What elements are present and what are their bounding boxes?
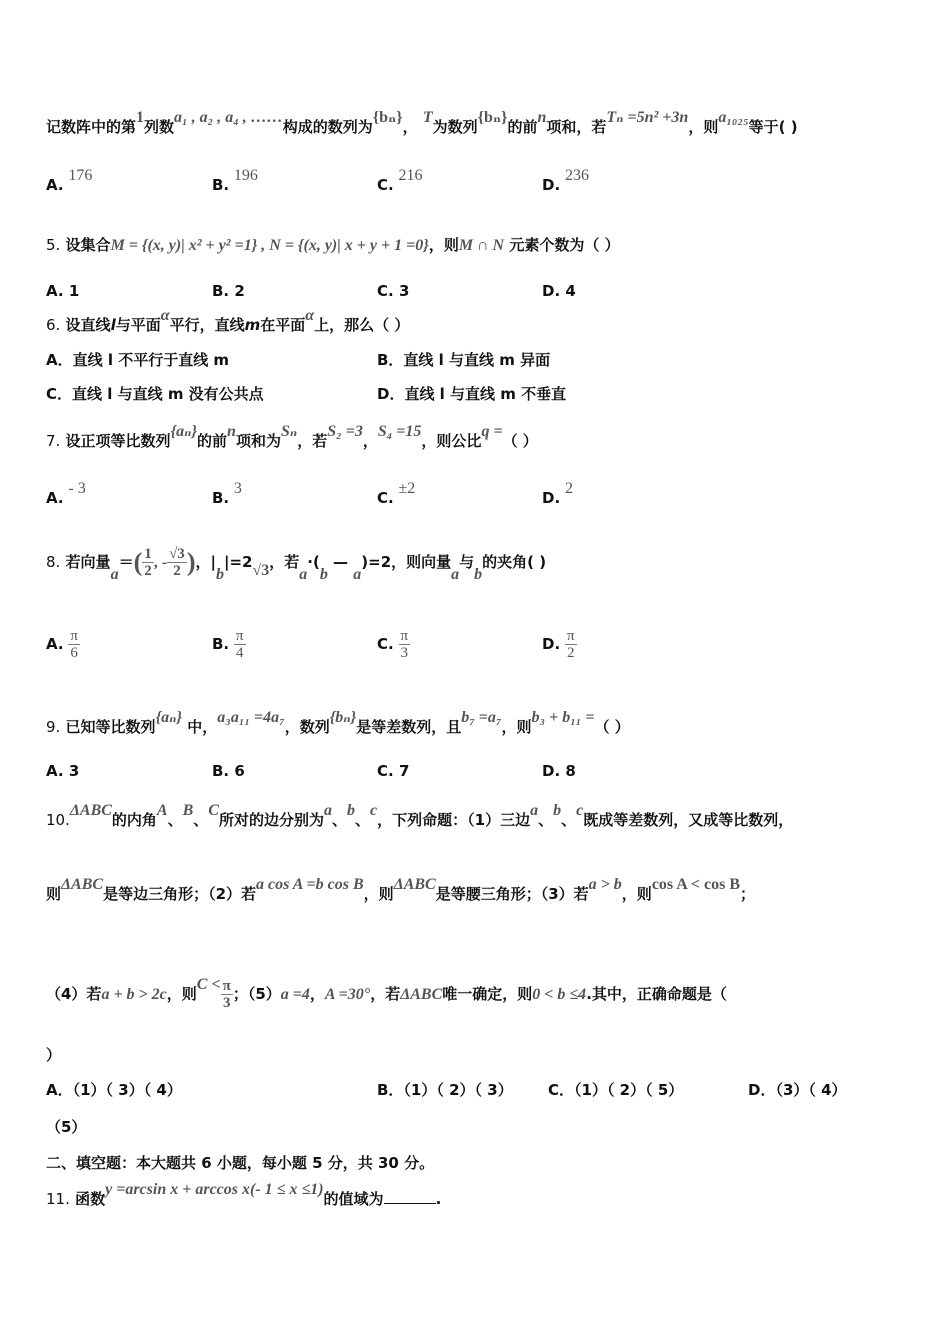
q7-stem — [46, 423, 538, 451]
q9-option-label: B. — [212, 762, 230, 780]
q7-math: S₄ =15 — [377, 423, 422, 440]
q7-math: q = — [481, 423, 503, 440]
q6-option-a[interactable]: A．直线 l 不平行于直线 m — [46, 351, 230, 369]
q5-option-b[interactable] — [212, 282, 245, 300]
q8-frac-den: 4 — [235, 645, 244, 661]
q4-math: n — [537, 109, 547, 126]
q6-text: 设直线 — [65, 316, 111, 334]
q4-option-b[interactable] — [212, 167, 258, 195]
q6-number: 6. — [46, 316, 61, 334]
q10-line-1 — [46, 802, 794, 830]
q10-math: a + b > 2c — [101, 986, 167, 1003]
q7-option-a[interactable] — [46, 480, 86, 508]
q9-option-c[interactable] — [377, 762, 409, 780]
q10-text: .其中，正确命题是（ — [586, 985, 727, 1003]
q8-paren: ( — [133, 547, 143, 577]
q8-text: 与 — [459, 553, 475, 571]
q4-text: 记数阵中的第 — [46, 118, 137, 136]
q7-text: ，则公比 — [421, 432, 482, 450]
q8-text: ＝ — [118, 553, 134, 571]
q4-option-c[interactable] — [377, 167, 423, 195]
q10-line-2 — [46, 876, 756, 904]
q10-math: A — [156, 802, 168, 819]
q4-text: 项和，若 — [546, 118, 607, 136]
q10-math: C — [208, 802, 219, 819]
q8-math: a — [110, 566, 119, 583]
q10-text: ，则 — [621, 885, 652, 903]
q5-option-value: 3 — [398, 282, 410, 300]
q5-option-label: B. — [212, 282, 230, 300]
q5-number: 5. — [46, 236, 61, 254]
q8-text: |=2 — [223, 553, 253, 571]
q9-option-label: A. — [46, 762, 64, 780]
q8-option-fraction — [234, 628, 246, 661]
q4-math: {bₙ} — [372, 109, 403, 126]
q11-text: . — [435, 1190, 442, 1208]
q10-text: 、 — [167, 811, 183, 829]
q4-text: ，则 — [688, 118, 719, 136]
q7-option-c[interactable] — [377, 480, 416, 508]
q10-math: b — [347, 802, 355, 819]
q10-line-4: ） — [46, 1046, 62, 1064]
q7-option-label: B. — [212, 489, 230, 507]
q11-answer-blank[interactable] — [384, 1189, 436, 1204]
q5-stem — [46, 234, 620, 255]
q4-text: 的前 — [507, 118, 538, 136]
q9-option-b[interactable] — [212, 762, 245, 780]
q6-option-b[interactable]: B．直线 l 与直线 m 异面 — [377, 351, 551, 369]
q8-fraction — [142, 546, 154, 579]
q8-option-label: B. — [212, 635, 230, 653]
q8-option-label: C. — [377, 635, 394, 653]
q8-math: b — [474, 566, 483, 583]
q10-math: A =30° — [324, 986, 371, 1003]
q10-text: ，若 — [370, 985, 401, 1003]
q7-math: {aₙ} — [170, 423, 198, 440]
q4-option-value: 176 — [68, 167, 93, 184]
q5-text: 设集合 — [65, 236, 111, 254]
q10-math: ΔABC — [393, 876, 436, 893]
q9-option-value: 6 — [234, 762, 245, 780]
q7-option-label: D. — [542, 489, 561, 507]
q8-option-fraction — [565, 628, 577, 661]
q4-option-d[interactable] — [542, 167, 589, 195]
q7-option-label: A. — [46, 489, 64, 507]
q7-option-label: C. — [377, 489, 394, 507]
q10-math: c — [370, 802, 378, 819]
q9-option-a[interactable] — [46, 762, 79, 780]
q8-math: a — [353, 566, 362, 583]
q10-math: a — [323, 802, 332, 819]
q9-math: {bₙ} — [329, 709, 357, 726]
q8-text: ，| — [195, 553, 216, 571]
q9-option-d[interactable] — [542, 762, 576, 780]
q4-math: a₁ , a₂ , a₄ , …… — [174, 109, 283, 126]
q10-line-3 — [46, 978, 727, 1011]
q5-option-d[interactable] — [542, 282, 576, 300]
q8-text: ，若 — [269, 553, 300, 571]
q8-text: 若向量 — [65, 553, 111, 571]
q6-text: 平行，直线 — [169, 316, 245, 334]
q8-frac-num: π — [566, 628, 575, 644]
q10-text: ， — [309, 985, 325, 1003]
q7-text: （ ） — [502, 432, 538, 450]
q8-option-fraction — [68, 628, 80, 661]
q11-text: 的值域为 — [323, 1190, 384, 1208]
q10-frac-num: π — [222, 978, 231, 994]
q6-text: 上，那么（ ） — [314, 316, 410, 334]
q9-stem — [46, 709, 630, 737]
q10-math: a > b — [588, 876, 622, 893]
q8-frac-den: 3 — [400, 645, 409, 661]
q10-text: 的内角 — [111, 811, 157, 829]
q10-math: c — [576, 802, 584, 819]
q8-option-label: A. — [46, 635, 64, 653]
q5-option-value: 4 — [565, 282, 576, 300]
q10-math: a =4 — [280, 986, 310, 1003]
q7-option-d[interactable] — [542, 480, 573, 508]
q10-fraction — [221, 978, 233, 1011]
q10-text: ； — [740, 885, 756, 903]
q5-option-c[interactable] — [377, 282, 409, 300]
q8-option-fraction — [399, 628, 411, 661]
q8-text: 的夹角( ) — [482, 553, 547, 571]
q10-math: ΔABC — [61, 876, 104, 893]
q6-option-d[interactable]: D．直线 l 与直线 m 不垂直 — [377, 385, 567, 403]
q9-math: {aₙ} — [155, 709, 183, 726]
q9-math: b₇ =a₇ — [461, 709, 502, 726]
q6-text: 与平面 — [115, 316, 161, 334]
q8-option-d[interactable] — [542, 628, 577, 661]
q8-frac-num: √3 — [169, 546, 185, 562]
q4-text: 为数列 — [432, 118, 478, 136]
q5-option-label: A. — [46, 282, 64, 300]
q9-text: 是等差数列，且 — [356, 718, 462, 736]
q5-math: M = {(x, y)| x² + y² =1} , N = {(x, y)| x + y + 1 =0} — [110, 237, 429, 254]
q8-frac-num: π — [70, 628, 78, 644]
q7-text: 项和为 — [235, 432, 281, 450]
q5-math: M ∩ N — [458, 237, 505, 254]
q7-text: ， — [362, 432, 378, 450]
q10-option-a[interactable]: A．（1）（ 3）（ 4） — [46, 1081, 182, 1099]
q8-math: √3 — [252, 562, 270, 579]
q11-stem — [46, 1181, 442, 1209]
q9-text: （ ） — [594, 718, 630, 736]
q6-math: α — [160, 307, 170, 324]
q7-option-value: 2 — [564, 480, 573, 497]
q6-stem — [46, 307, 410, 335]
q4-math: T — [422, 109, 433, 126]
q4-option-a[interactable] — [46, 167, 93, 195]
q4-text: 等于( ) — [748, 118, 798, 136]
q10-text: 所对的边分别为 — [218, 811, 324, 829]
q4-math: Tₙ =5n² +3n — [606, 109, 689, 126]
q10-math: C < — [196, 976, 221, 993]
q9-text: 已知等比数列 — [65, 718, 156, 736]
q10-text: ，则 — [166, 985, 197, 1003]
q10-math: ΔABC — [69, 802, 112, 819]
q5-option-value: 1 — [68, 282, 80, 300]
q8-math: , - — [153, 554, 168, 571]
q11-number: 11. — [46, 1190, 70, 1208]
q8-math: b — [215, 566, 224, 583]
q7-text: ，若 — [297, 432, 328, 450]
q10-text: ，下列命题：（1）三边 — [377, 811, 531, 829]
q8-frac-den: 6 — [70, 645, 78, 661]
q8-math: b — [319, 566, 328, 583]
q10-option-b[interactable]: B．（1）（ 2）（ 3） — [377, 1081, 513, 1099]
q10-option-d-cont: （5） — [46, 1118, 87, 1136]
q10-text: 则 — [46, 885, 62, 903]
q8-number: 8. — [46, 553, 61, 571]
q6-text: 在平面 — [260, 316, 306, 334]
q5-text: ，则 — [428, 236, 459, 254]
q4-stem — [46, 109, 798, 137]
q8-frac-num: 1 — [144, 546, 152, 562]
q10-text: 、 — [538, 811, 554, 829]
q7-text: 设正项等比数列 — [65, 432, 171, 450]
q10-math: b — [553, 802, 562, 819]
q9-option-label: D. — [542, 762, 561, 780]
q11-text: 函数 — [75, 1190, 106, 1208]
q9-option-value: 7 — [398, 762, 410, 780]
q9-option-value: 3 — [68, 762, 80, 780]
q4-option-value: 216 — [398, 167, 423, 184]
q8-frac-den: 2 — [566, 645, 575, 661]
q9-option-label: C. — [377, 762, 394, 780]
q10-frac-den: 3 — [222, 995, 231, 1011]
q5-option-a[interactable] — [46, 282, 79, 300]
q4-option-value: 236 — [564, 167, 589, 184]
q4-option-value: 196 — [233, 167, 258, 184]
q10-text: 、 — [355, 811, 371, 829]
q6-math: l — [110, 316, 116, 334]
q5-option-label: D. — [542, 282, 561, 300]
q11-math: y =arcsin x + arccos x(- 1 ≤ x ≤1) — [105, 1181, 324, 1198]
q7-text: 的前 — [197, 432, 228, 450]
q10-math: a — [530, 802, 539, 819]
q6-math: α — [305, 307, 315, 324]
q8-option-c[interactable] — [377, 628, 410, 661]
q9-text: ，则 — [501, 718, 532, 736]
q7-option-b[interactable] — [212, 480, 242, 508]
q7-option-value: ±2 — [398, 480, 416, 497]
q9-number: 9. — [46, 718, 61, 736]
section-2-heading: 二、填空题：本大题共 6 小题，每小题 5 分，共 30 分。 — [46, 1154, 435, 1172]
q10-text: ；（5） — [232, 985, 281, 1003]
q4-option-label: D. — [542, 176, 561, 194]
q10-math: ΔABC — [400, 986, 443, 1003]
q4-text: 列数 — [144, 118, 175, 136]
q7-math: Sₙ — [280, 423, 298, 440]
q9-text: 中， — [187, 718, 218, 736]
q10-text: 、 — [331, 811, 347, 829]
q10-text: 、 — [193, 811, 209, 829]
q8-paren: ) — [186, 547, 196, 577]
q8-frac-num: π — [400, 628, 409, 644]
q10-math: B — [182, 802, 194, 819]
q9-text: ，数列 — [284, 718, 330, 736]
q8-fraction — [167, 546, 187, 579]
q9-option-value: 8 — [565, 762, 576, 780]
q4-option-label: C. — [377, 176, 394, 194]
q10-text: （4）若 — [46, 985, 102, 1003]
q10-option-d[interactable]: D．（3）（ 4） — [748, 1081, 847, 1099]
q10-math: 0 < b ≤4 — [532, 986, 587, 1003]
q5-option-label: C. — [377, 282, 394, 300]
q8-text: ·( — [307, 553, 320, 571]
q4-math: 1 — [136, 109, 145, 126]
q9-math: a₃a₁₁ =4a₇ — [217, 709, 285, 726]
q10-math: a cos A =b cos B — [256, 876, 364, 893]
q10-text: 既成等差数列，又成等比数列， — [583, 811, 794, 829]
q8-frac-num: π — [235, 628, 244, 644]
q8-stem — [46, 546, 547, 583]
q7-math: S₂ =3 — [327, 423, 363, 440]
q10-text: 是等边三角形；（2）若 — [103, 885, 257, 903]
q5-text: 元素个数为（ ） — [509, 236, 620, 254]
q6-option-c[interactable]: C．直线 l 与直线 m 没有公共点 — [46, 385, 264, 403]
q4-math: a₁₀₂₅ — [718, 109, 749, 126]
q8-frac-den: 2 — [144, 563, 152, 579]
q8-math: a — [299, 566, 308, 583]
q4-math: {bₙ} — [477, 109, 508, 126]
q10-text: ，则 — [363, 885, 394, 903]
q8-option-a[interactable] — [46, 628, 80, 661]
q8-text: — — [333, 553, 349, 571]
q6-math: m — [244, 316, 261, 334]
q8-option-label: D. — [542, 635, 561, 653]
q4-text: 构成的数列为 — [282, 118, 373, 136]
q7-number: 7. — [46, 432, 61, 450]
q5-option-value: 2 — [234, 282, 245, 300]
q7-math: n — [227, 423, 236, 440]
q10-option-c[interactable]: C．（1）（ 2）（ 5） — [548, 1081, 684, 1099]
q8-math: a — [451, 566, 460, 583]
q8-frac-den: 2 — [173, 563, 181, 579]
q4-option-label: A. — [46, 176, 64, 194]
q4-option-label: B. — [212, 176, 230, 194]
q7-option-value: 3 — [233, 480, 242, 497]
q10-number: 10. — [46, 811, 70, 829]
q10-text: 唯一确定，则 — [442, 985, 533, 1003]
q7-option-value: - 3 — [68, 480, 86, 497]
q10-text: 是等腰三角形；（3）若 — [435, 885, 589, 903]
q10-text: 、 — [561, 811, 577, 829]
q8-option-b[interactable] — [212, 628, 246, 661]
q8-text: )=2，则向量 — [361, 553, 452, 571]
q10-math: cos A < cos B — [651, 876, 741, 893]
q4-text: ， — [402, 118, 418, 136]
q9-math: b₃ + b₁₁ = — [531, 709, 595, 726]
